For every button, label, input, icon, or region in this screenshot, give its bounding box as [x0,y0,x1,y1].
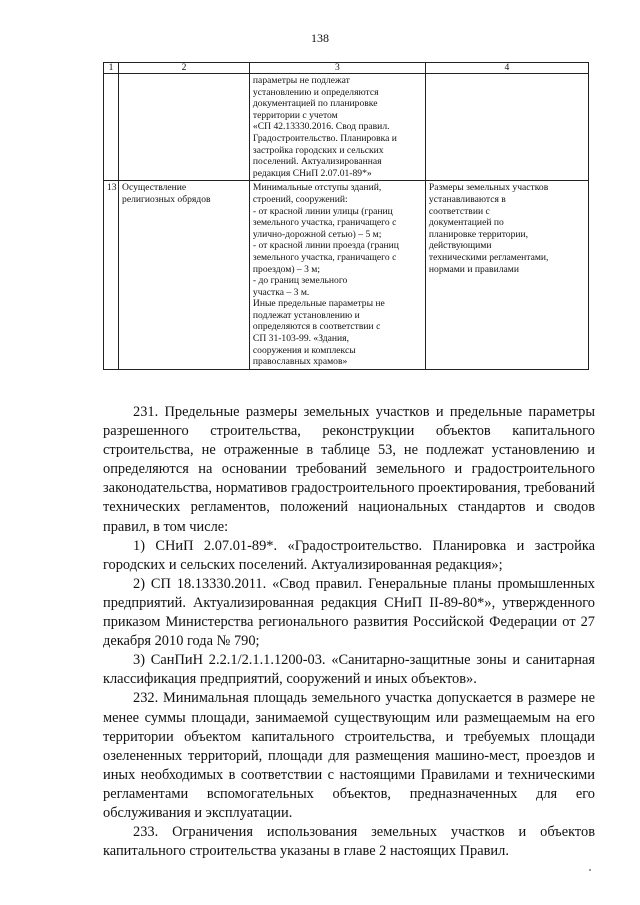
cell-line: улично-дорожной сетью) – 5 м; [252,228,382,240]
cell-line: Градостроительство. Планировка и [252,132,397,144]
cell-line: установлению и определяются [252,86,379,98]
column-header-3: 3 [249,63,425,74]
cell-line: соответствии с [428,205,490,217]
cell-line: - от красной линии проезда (границ [252,240,399,252]
cell-line: поселений. Актуализированная [252,156,382,168]
table-row [104,181,589,370]
column-header-2: 2 [119,63,250,74]
page-number: 138 [311,31,329,45]
cell-line: Минимальные отступы зданий, [252,182,382,194]
parameters-cell [249,74,425,181]
plot-size-cell [425,74,588,181]
plot-size-cell [425,181,588,370]
paragraph-233: 233. Ограничения использования земельных участков и объектов капитального строительства указаны в главе 2 настоящих Правил. [103,824,595,860]
cell-line: участка – 3 м. [252,286,310,298]
table-row-continuation [104,74,589,181]
cell-line: Осуществление [122,182,187,194]
cell-line: устанавливаются в [428,193,506,205]
cell-line: документацией по [428,217,504,229]
cell-line: нормами и правилами [428,263,519,275]
row-number-cell: 13 [104,181,119,370]
cell-line: «СП 42.13330.2016. Свод правил. [252,121,390,133]
cell-line: техническими регламентами, [428,251,549,263]
column-header-1: 1 [104,63,119,74]
use-type-cell [119,181,250,370]
paragraph-231: 231. Предельные размеры земельных участков и предельные параметры разрешенного строительства, реконструкции объектов капитального строительства, не отраженные в таблице 53, не подлежат установлению и определяются на основании требований земельного и градостроительного законодательства, нормативов градостроительного проектирования, требований технических регламентов, положений национальных стандартов и сводов правил, в том числе: [103,404,595,535]
cell-line: Иные предельные параметры не [252,298,385,310]
cell-line: - до границ земельного [252,275,348,287]
cell-line: земельного участка, граничащего с [252,251,397,263]
cell-line: подлежат установлению и [252,309,360,321]
row-number-cell [104,74,119,181]
cell-line: действующими [428,240,492,252]
cell-line: территории с учетом [252,109,338,121]
cell-line: сооружения и комплексы [252,344,356,356]
cell-line: религиозных обрядов [122,193,211,205]
document-body [103,403,595,861]
cell-line: Размеры земельных участков [428,182,549,194]
cell-line: редакция СНиП 2.07.01-89*» [252,167,372,179]
column-header-4: 4 [425,63,588,74]
cell-line: СП 31-103-99. «Здания, [252,333,349,345]
cell-line: православных храмов» [252,356,348,368]
paragraph-232: 232. Минимальная площадь земельного участка допускается в размере не менее суммы площади, занимаемой существующим или размещаемым на его территории объектом капитального строительства, и требуемых площади озелененных территорий, площади для размещения машино-мест, проездов и иных необходимых в соответствии с настоящими Правилами и техническими регламентами вспомогательных объектов, предназначенных для его обслуживания и эксплуатации. [103,690,595,821]
cell-line: параметры не подлежат [252,75,350,86]
cell-line: строений, сооружений: [252,193,348,205]
use-type-cell [119,74,250,181]
cell-line: - от красной линии улицы (границ [252,205,393,217]
list-item-3: 3) СанПиН 2.2.1/2.1.1.1200-03. «Санитарно-защитные зоны и санитарная классификация предприятий, сооружений и иных объектов». [103,652,595,688]
cell-line: земельного участка, граничащего с [252,217,397,229]
cell-line: планировке территории, [428,228,529,240]
cell-line: застройка городских и сельских [252,144,384,156]
list-item-1: 1) СНиП 2.07.01-89*. «Градостроительство. Планировка и застройка городских и сельских поселений. Актуализированная редакция»; [103,537,595,573]
scan-artifact [589,869,591,871]
list-item-2: 2) СП 18.13330.2011. «Свод правил. Генеральные планы промышленных предприятий. Актуализированная редакция СНиП II-89-80*», утвержденного приказом Министерства регионального развития Российской Федерации от 27 декабря 2010 года № 790; [103,575,595,650]
cell-line: документацией по планировке [252,98,378,110]
regulations-table [103,62,589,370]
cell-line: проездом) – 3 м; [252,263,321,275]
cell-line: определяются в соответствии с [252,321,381,333]
table-header-row [104,63,589,74]
parameters-cell [249,181,425,370]
